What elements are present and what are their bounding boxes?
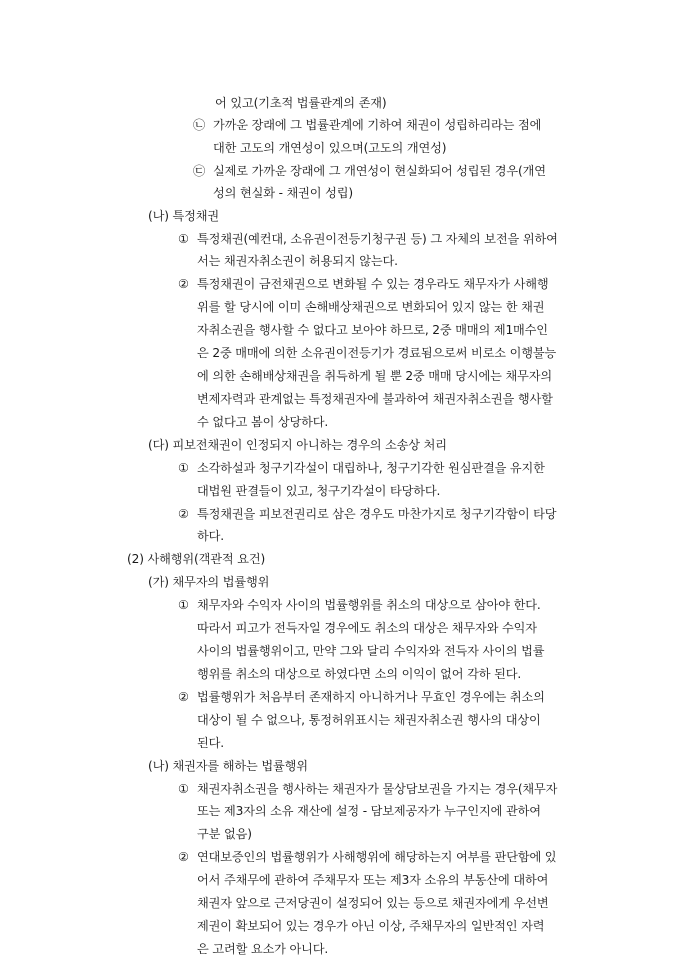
text-line: 대상이 될 수 없으나, 통정허위표시는 채권자취소권 행사의 대상이 [197, 712, 541, 727]
text-line: 하다. [197, 529, 224, 544]
text-line: 채무자와 수익자 사이의 법률행위를 취소의 대상으로 삼아야 한다. [197, 598, 541, 613]
text-line: 채권자 앞으로 근저당권이 설정되어 있는 등으로 채권자에게 우선변 [197, 896, 549, 911]
text-line: 자취소권을 행사할 수 없다고 보아야 하므로, 2중 매매의 제1매수인 [197, 323, 548, 338]
text-line: 서는 채권자취소권이 허용되지 않는다. [197, 254, 398, 269]
section-heading: (다) 피보전채권이 인정되지 아니하는 경우의 소송상 처리 [148, 437, 447, 452]
text-line: 구분 없음) [197, 827, 252, 842]
subsection-heading: (가) 채무자의 법률행위 [148, 575, 270, 590]
item-marker: ① [178, 460, 189, 475]
text-line: 어서 주채무에 관하여 주채무자 또는 제3자 소유의 부동산에 대하여 [197, 873, 549, 888]
text-line: 연대보증인의 법률행위가 사해행위에 해당하는지 여부를 판단함에 있 [197, 850, 557, 865]
text-line: 위를 할 당시에 이미 손해배상채권으로 변화되어 있지 않는 한 채권 [197, 300, 545, 315]
item-marker: ② [178, 506, 189, 521]
section-heading: (2) 사해행위(객관적 요건) [127, 552, 266, 567]
text-line: 가까운 장래에 그 법률관계에 기하여 채권이 성립하리라는 점에 [213, 117, 542, 132]
text-line: 대한 고도의 개연성이 있으며(고도의 개연성) [213, 140, 447, 155]
text-line: 따라서 피고가 전득자일 경우에도 취소의 대상은 채무자와 수익자 [197, 621, 537, 636]
section-heading: (나) 특정채권 [148, 208, 220, 223]
item-marker: ① [178, 231, 189, 246]
item-marker: ② [178, 277, 189, 292]
text-line: 은 2중 매매에 의한 소유권이전등기가 경료됨으로써 비로소 이행불능 [197, 346, 557, 361]
text-line: 행위를 취소의 대상으로 하였다면 소의 이익이 없어 각하 된다. [197, 666, 522, 681]
text-line: 소각하설과 청구기각설이 대립하나, 청구기각한 원심판결을 유지한 [197, 460, 545, 475]
text-line: 특정채권(예컨대, 소유권이전등기청구권 등) 그 자체의 보전을 위하여 [197, 231, 558, 246]
item-marker: ① [178, 598, 189, 613]
text-line: 된다. [197, 735, 224, 750]
text-line: 또는 제3자의 소유 재산에 설정 - 담보제공자가 누구인지에 관하여 [197, 804, 541, 819]
text-line: 특정채권을 피보전권리로 삼은 경우도 마찬가지로 청구기각함이 타당 [197, 506, 557, 521]
item-marker: ② [178, 850, 189, 865]
text-line: 수 없다고 봄이 상당하다. [197, 414, 329, 429]
text-line: 특정채권이 금전채권으로 변화될 수 있는 경우라도 채무자가 사해행 [197, 277, 549, 292]
text-line: 법률행위가 처음부터 존재하지 아니하거나 무효인 경우에는 취소의 [197, 689, 545, 704]
intro-continuation: 어 있고(기초적 법률관계의 존재) [215, 96, 387, 110]
text-line: 에 의한 손해배상채권을 취득하게 될 뿐 2중 매매 당시에는 채무자의 [197, 369, 552, 384]
item-marker: ㉢ [193, 163, 206, 178]
item-marker: ② [178, 689, 189, 704]
text-line: 채권자취소권을 행사하는 채권자가 물상담보권을 가지는 경우(채무자 [197, 781, 558, 796]
text-line: 은 고려할 요소가 아니다. [197, 942, 329, 956]
text-line: 사이의 법률행위이고, 만약 그와 달리 수익자와 전득자 사이의 법률 [197, 644, 545, 659]
text-line: 실제로 가까운 장래에 그 개연성이 현실화되어 성립된 경우(개연 [213, 163, 546, 178]
item-marker: ㉡ [193, 117, 206, 132]
text-line: 대법원 판결들이 있고, 청구기각설이 타당하다. [197, 483, 441, 498]
item-marker: ① [178, 781, 189, 796]
text-line: 변제자력과 관계없는 특정채권자에 불과하여 채권자취소권을 행사할 [197, 391, 553, 406]
text-line: 성의 현실화 - 채권이 성립) [213, 185, 353, 200]
subsection-heading: (나) 채권자를 해하는 법률행위 [148, 758, 308, 773]
text-line: 제권이 확보되어 있는 경우가 아닌 이상, 주채무자의 일반적인 자력 [197, 919, 545, 934]
